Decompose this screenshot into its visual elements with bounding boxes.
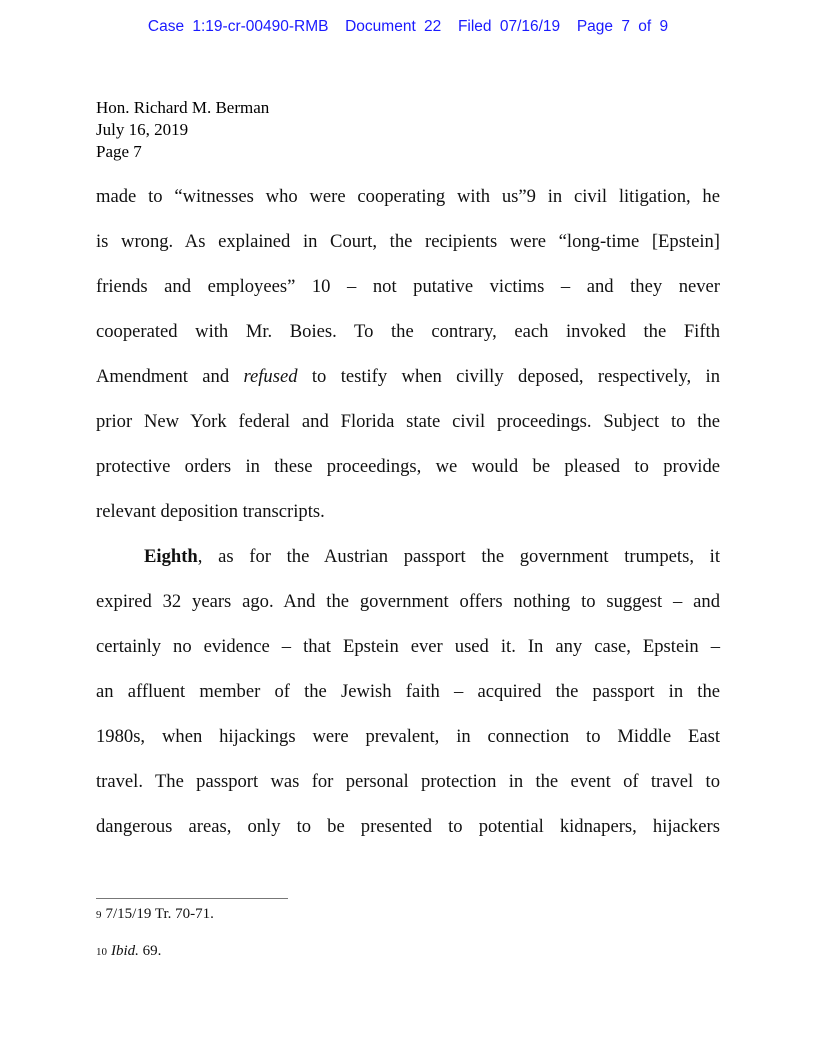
case-header — [0, 18, 816, 36]
case-number: Case 1:19-cr-00490-RMB — [147, 18, 329, 35]
body-line: an affluent member of the Jewish faith – acquired the passport in the — [96, 681, 720, 702]
body-line — [144, 546, 720, 570]
footnote-text-italic: Ibid. — [111, 943, 139, 959]
footnote-text: 7/15/19 Tr. 70-71. — [105, 906, 214, 922]
body-line: certainly no evidence – that Epstein ever used it. In any case, Epstein – — [96, 636, 720, 657]
footnote-separator — [96, 898, 288, 899]
page-indicator: Page 7 of 9 — [576, 18, 669, 35]
body-line: friends and employees” 10 – not putative victims – and they never — [96, 276, 720, 297]
footnote-number: 9 — [96, 909, 102, 921]
addressee-name: Hon. Richard M. Berman — [96, 98, 270, 117]
footnote-9 — [96, 906, 214, 923]
body-line: dangerous areas, only to be presented to potential kidnapers, hijackers — [96, 816, 720, 837]
body-text-segment: Amendment and — [96, 366, 244, 387]
body-text-segment: to testify when civilly deposed, respectively, in — [297, 366, 720, 387]
body-line: cooperated with Mr. Boies. To the contrary, each invoked the Fifth — [96, 321, 720, 342]
document-number: Document 22 — [345, 18, 442, 35]
filed-date: Filed 07/16/19 — [457, 18, 561, 35]
body-line: relevant deposition transcripts. — [96, 501, 325, 522]
body-line: expired 32 years ago. And the government offers nothing to suggest – and — [96, 591, 720, 612]
body-line: travel. The passport was for personal protection in the event of travel to — [96, 771, 720, 792]
heading-eighth: Eighth — [144, 546, 198, 567]
emphasis-refused: refused — [243, 366, 298, 387]
letter-date: July 16, 2019 — [96, 120, 189, 139]
body-text-segment: , as for the Austrian passport the government trumpets, it — [197, 546, 720, 567]
footnote-number: 10 — [96, 946, 107, 958]
body-line: made to “witnesses who were cooperating with us”9 in civil litigation, he — [96, 186, 720, 207]
body-line: is wrong. As explained in Court, the recipients were “long-time [Epstein] — [96, 231, 720, 252]
footnote-text: 69. — [138, 943, 162, 959]
body-line: prior New York federal and Florida state civil proceedings. Subject to the — [96, 411, 720, 432]
footnote-10 — [96, 943, 161, 960]
body-line: protective orders in these proceedings, we would be pleased to provide — [96, 456, 720, 477]
letter-page: Page 7 — [96, 142, 142, 161]
body-line — [96, 366, 720, 390]
body-line: 1980s, when hijackings were prevalent, in connection to Middle East — [96, 726, 720, 747]
